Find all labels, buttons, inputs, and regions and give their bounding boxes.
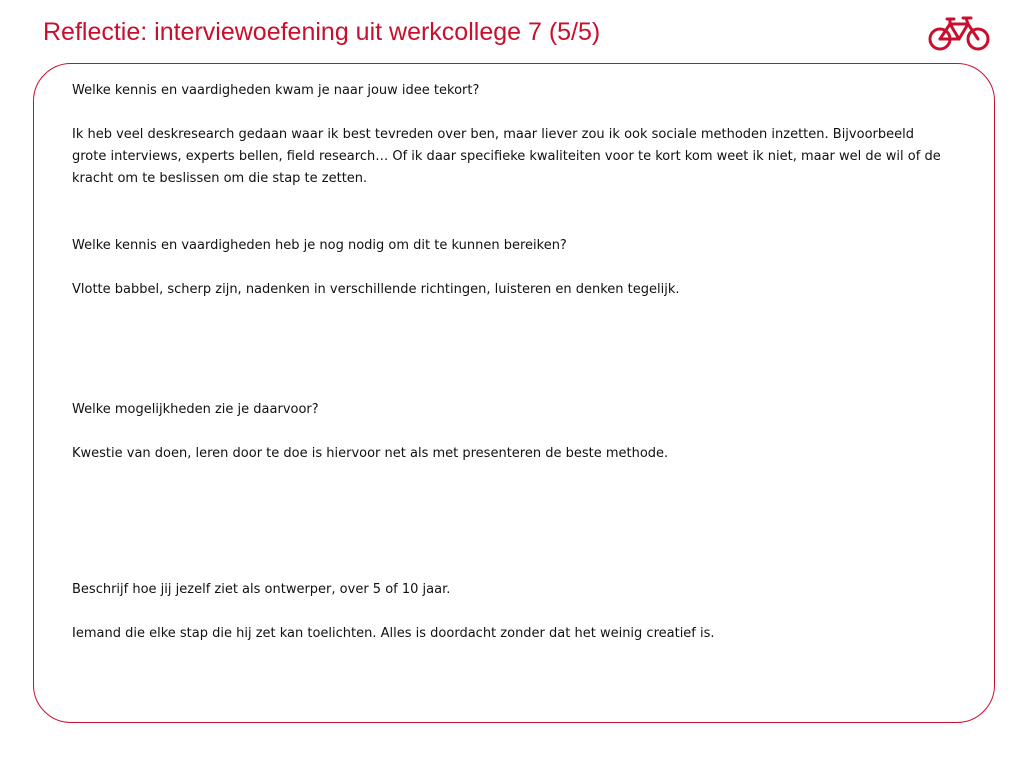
slide-title: Reflectie: interviewoefening uit werkcollege 7 (5/5) xyxy=(43,18,601,46)
answer-text: Ik heb veel deskresearch gedaan waar ik best tevreden over ben, maar liever zou ik ook sociale methoden inzetten. Bijvoorbeeld grote interviews, experts bellen, field research… Of ik daar specifieke kwaliteiten voor te kort kom weet ik niet, maar wel de wil of de kracht om te beslissen om die stap te zetten. xyxy=(72,127,941,186)
qa-section-4 xyxy=(72,579,952,645)
question-text: Welke kennis en vaardigheden kwam je naar jouw idee tekort? xyxy=(72,83,480,98)
qa-section-2 xyxy=(72,235,952,301)
question-text: Beschrijf hoe jij jezelf ziet als ontwerper, over 5 of 10 jaar. xyxy=(72,582,451,597)
answer-text: Vlotte babbel, scherp zijn, nadenken in verschillende richtingen, luisteren en denken tegelijk. xyxy=(72,282,680,297)
qa-section-3 xyxy=(72,399,952,465)
answer-text: Iemand die elke stap die hij zet kan toelichten. Alles is doordacht zonder dat het weinig creatief is. xyxy=(72,626,715,641)
answer-text: Kwestie van doen, leren door te doe is hiervoor net als met presenteren de beste methode. xyxy=(72,446,669,461)
bicycle-icon xyxy=(926,14,992,54)
question-text: Welke kennis en vaardigheden heb je nog nodig om dit te kunnen bereiken? xyxy=(72,238,567,253)
qa-section-1 xyxy=(72,80,952,190)
question-text: Welke mogelijkheden zie je daarvoor? xyxy=(72,402,319,417)
